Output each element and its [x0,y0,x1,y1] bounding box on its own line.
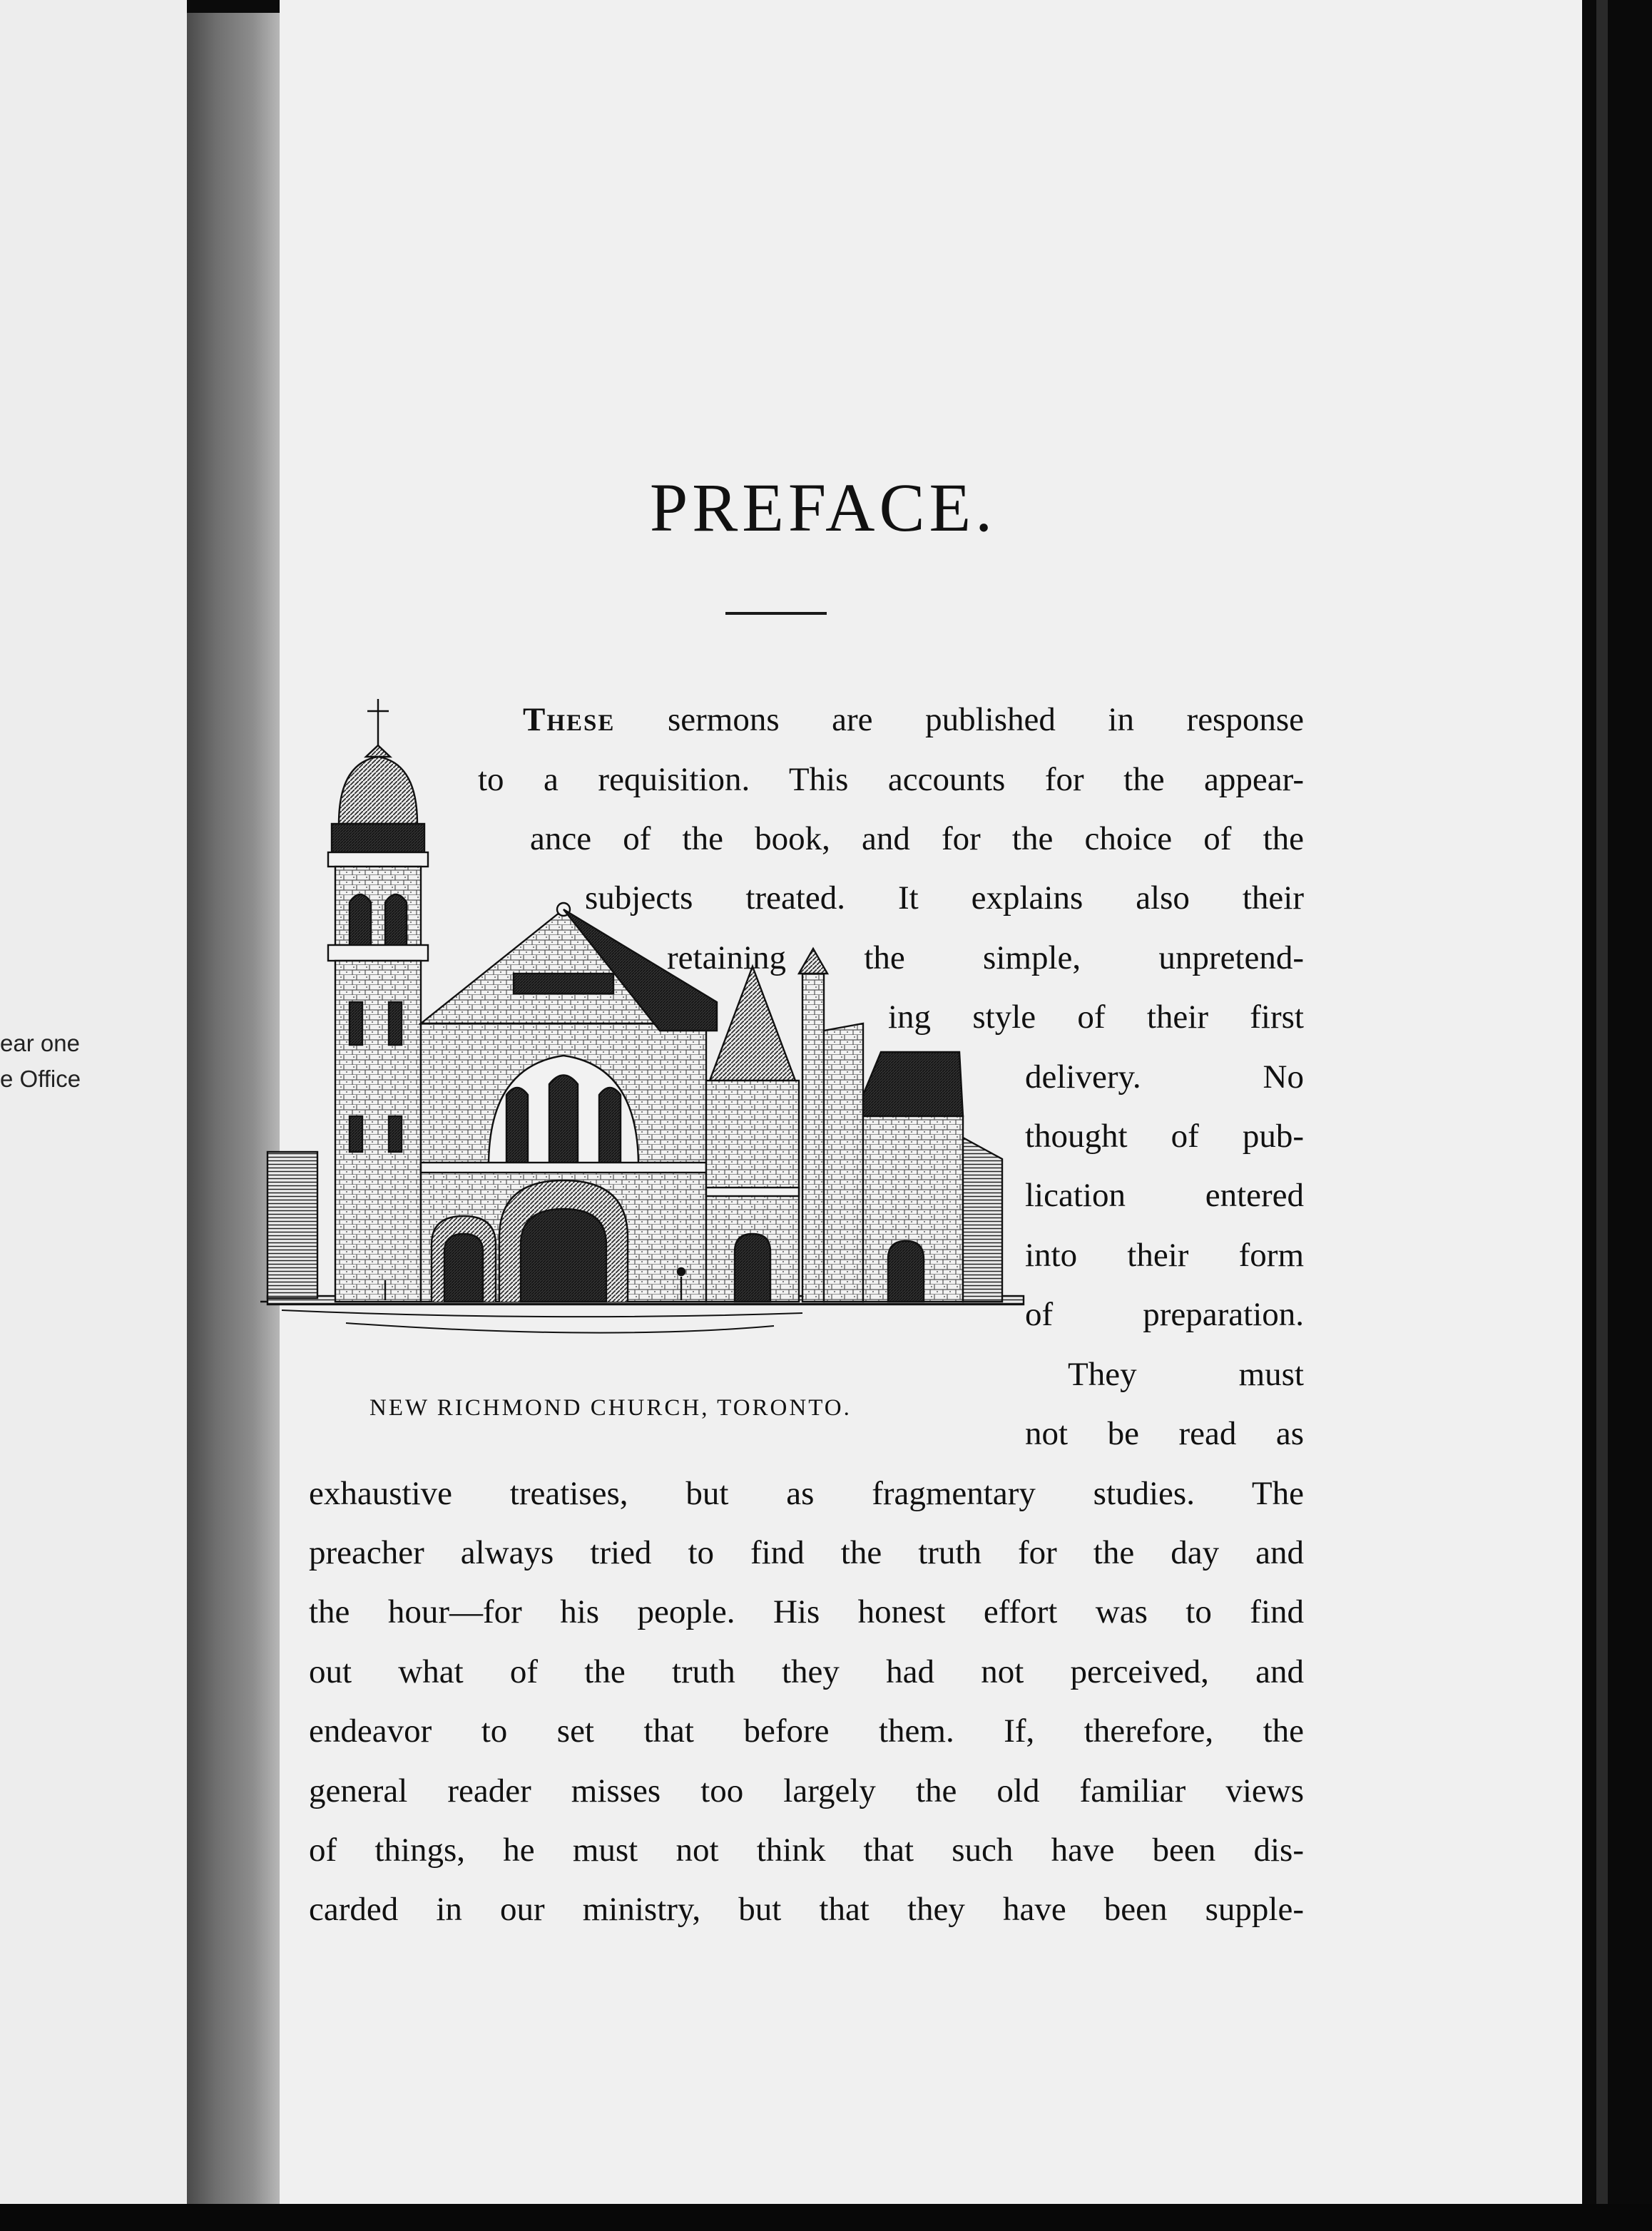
text-line: endeavor to set that before them. If, therefore, the [309,1712,1304,1750]
text-line: These sermons are published in response [523,701,1304,738]
text-line: retaining the simple, unpretend- [667,939,1304,976]
text-line: carded in our ministry, but that they have been supple- [309,1891,1304,1928]
paragraph-first-word: These [523,701,616,738]
figure-caption: NEW RICHMOND CHURCH, TORONTO. [369,1395,852,1421]
text-line: not be read as [1025,1415,1304,1452]
bottom-edge [0,2204,1652,2231]
left-page-edge [0,0,187,2204]
page-title: PREFACE. [649,469,997,546]
text-line: ing style of their first [888,999,1304,1036]
text-line: delivery. No [1025,1058,1304,1096]
text-line: thought of pub- [1025,1118,1304,1155]
text-line: ance of the book, and for the choice of the [530,820,1304,857]
text-line: of preparation. [1025,1296,1304,1333]
text-line: of things, he must not think that such have been dis- [309,1832,1304,1869]
text-line: preacher always tried to find the truth for the day and [309,1534,1304,1571]
text-line: exhaustive treatises, but as fragmentary studies. The [309,1475,1304,1512]
title-rule [725,612,827,615]
text-line: into their form [1025,1237,1304,1274]
text-line: the hour—for his people. His honest effort was to find [309,1593,1304,1630]
text-line: subjects treated. It explains also their [585,879,1304,917]
left-page-fragment: e Office [0,1066,81,1092]
text-line: out what of the truth they had not perceived, and [309,1653,1304,1690]
text-line: They must [1068,1356,1304,1393]
right-page-edge [1582,0,1652,2231]
text-line: general reader misses too largely the old familiar views [309,1772,1304,1809]
text-line: lication entered [1025,1177,1304,1214]
left-page-fragment: ear one [0,1030,80,1056]
text-line: to a requisition. This accounts for the appear- [478,761,1304,798]
